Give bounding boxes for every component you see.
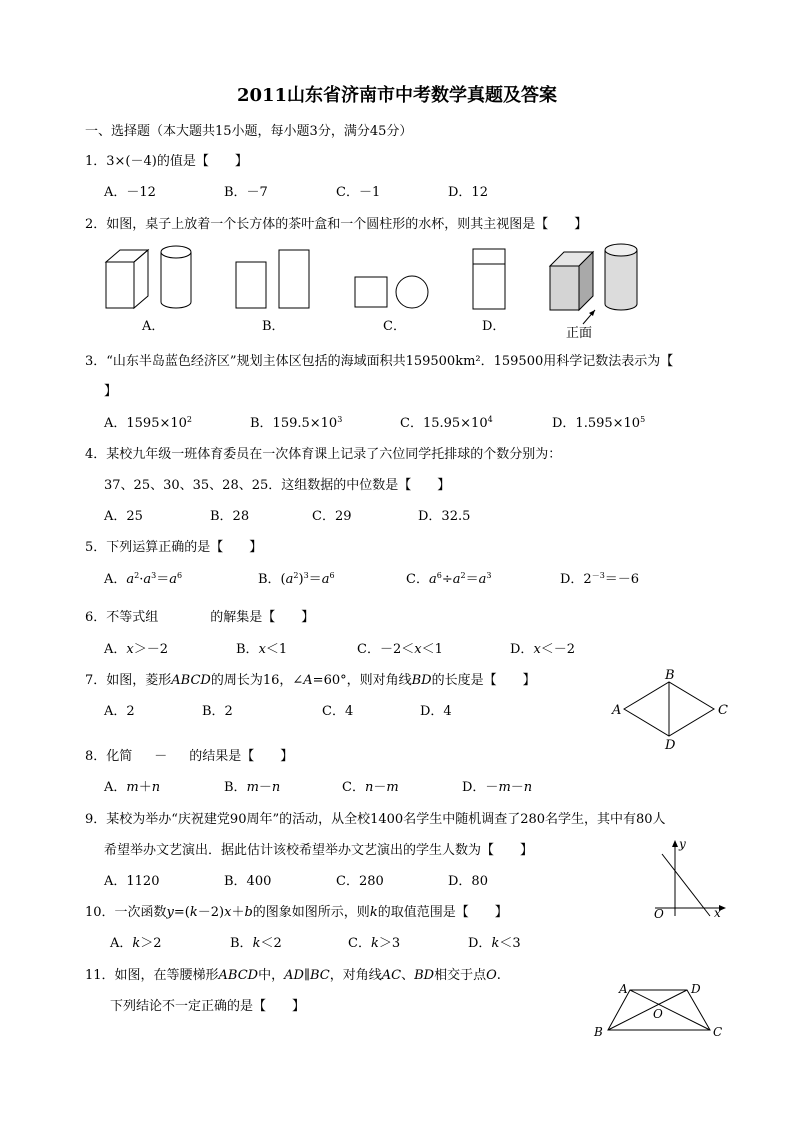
q11-stem: 11．如图，在等腰梯形ABCD中，AD∥BC，对角线AC、BD相交于点O. <box>85 968 501 983</box>
q8-stem: 8．化简 － 的结果是【 】 <box>85 749 294 764</box>
q6-option-d: D．x＜－2 <box>510 642 576 657</box>
q9-stem: 9．某校为举办“庆祝建党90周年”的活动，从全校1400名学生中随机调查了280名学生，其中有80人 <box>85 812 666 827</box>
q2-option-b-figure <box>230 245 320 315</box>
q2-option-c: C． <box>383 319 406 334</box>
q2-stem: 2．如图，桌子上放着一个长方体的茶叶盒和一个圆柱形的水杯，则其主视图是【 】 <box>85 217 588 232</box>
q3-stem: 3．“山东半岛蓝色经济区”规划主体区包括的海域面积共159500km²．159500用科学记数法表示为【 <box>85 354 674 369</box>
q9-option-a: A．1120 <box>104 874 160 889</box>
q2-option-a: A． <box>142 319 165 334</box>
q2-option-b: B． <box>262 319 285 334</box>
q4-option-d: D．32.5 <box>418 509 471 524</box>
q6-option-a: A．x＞－2 <box>104 642 169 657</box>
q9-stem-line2: 希望举办文艺演出．据此估计该校希望举办文艺演出的学生人数为【 】 <box>104 843 534 858</box>
q9-option-d: D．80 <box>448 874 488 889</box>
q3-option-d: D．$1.595\times 10^5$ <box>552 415 646 431</box>
q4-option-a: A．25 <box>104 509 143 524</box>
q7-stem: 7．如图，菱形ABCD的周长为16，∠A=60°，则对角线BD的长度是【 】 <box>85 673 536 688</box>
q4-stem-data: 37、25、30、35、28、25．这组数据的中位数是【 】 <box>104 478 451 493</box>
q1-option-b: B．－7 <box>224 185 268 200</box>
q5-stem: 5．下列运算正确的是【 】 <box>85 540 263 555</box>
q2-option-a-figure <box>100 238 200 318</box>
q7-rhombus-figure <box>610 668 735 753</box>
svg-text:A: A <box>612 703 622 718</box>
q10-option-a: A．k＞2 <box>110 936 162 951</box>
q2-option-d: D． <box>482 319 506 334</box>
q8-option-c: C．n－m <box>342 780 399 795</box>
q4-option-b: B．28 <box>210 509 250 524</box>
section-heading: 一、选择题（本大题共15小题，每小题3分，满分45分） <box>85 124 413 139</box>
q5-option-c: C．$a^6\div a^2=a^3$ <box>406 571 492 587</box>
q9-option-c: C．280 <box>336 874 384 889</box>
q6-stem: 6．不等式组 的解集是【 】 <box>85 610 315 625</box>
svg-text:x: x <box>714 906 721 920</box>
q11-trapezoid-figure <box>590 980 730 1042</box>
q6-option-c: C．－2＜x＜1 <box>357 642 443 657</box>
q1-option-d: D．12 <box>448 185 488 200</box>
q1-stem: 1．3×(－4)的值是【 】 <box>85 154 248 169</box>
q3-option-b: B．$159.5\times 10^3$ <box>250 415 343 431</box>
svg-text:A: A <box>619 982 628 996</box>
q10-option-b: B．k＜2 <box>230 936 282 951</box>
q2-front-label: 正面 <box>566 326 593 341</box>
q5-option-a: A．$a^2\cdot a^3=a^6$ <box>104 571 183 587</box>
q5-option-b: B．$(a^2)^3=a^6$ <box>258 571 335 587</box>
svg-text:y: y <box>679 837 686 851</box>
q2-option-d-figure <box>468 244 518 314</box>
svg-text:C: C <box>713 1025 723 1039</box>
q3-option-c: C．$15.95\times 10^4$ <box>400 415 493 431</box>
page-title: 2011山东省济南市中考数学真题及答案 <box>236 85 558 106</box>
svg-text:O: O <box>653 1007 663 1021</box>
svg-text:O: O <box>654 907 664 921</box>
q2-reference-figure <box>545 238 645 323</box>
q6-option-b: B．x＜1 <box>236 642 288 657</box>
svg-text:B: B <box>594 1025 603 1039</box>
q8-option-a: A．m＋n <box>104 780 161 795</box>
q9-option-b: B．400 <box>224 874 272 889</box>
q7-option-c: C．4 <box>322 704 354 719</box>
q10-option-c: C．k＞3 <box>348 936 401 951</box>
svg-text:B: B <box>665 668 675 683</box>
q8-option-b: B．m－n <box>224 780 281 795</box>
q10-option-d: D．k＜3 <box>468 936 521 951</box>
q5-option-d: D．$2^{-3}=-6$ <box>560 571 640 587</box>
q10-stem: 10．一次函数y=(k－2)x＋b的图象如图所示，则k的取值范围是【 】 <box>85 905 508 920</box>
q3-option-a: A．$1595\times 10^2$ <box>104 415 193 431</box>
q3-stem-bracket: 】 <box>104 384 118 399</box>
q10-graph-figure <box>650 838 730 920</box>
q1-option-c: C．－1 <box>336 185 381 200</box>
q2-option-c-figure <box>350 270 440 315</box>
svg-text:D: D <box>691 982 701 996</box>
q7-option-d: D．4 <box>420 704 452 719</box>
q11-stem-line2: 下列结论不一定正确的是【 】 <box>110 999 306 1014</box>
q4-stem: 4．某校九年级一班体育委员在一次体育课上记录了六位同学托排球的个数分别为： <box>85 447 562 462</box>
q7-option-a: A．2 <box>104 704 135 719</box>
q7-option-b: B．2 <box>202 704 233 719</box>
q1-option-a: A．－12 <box>104 185 156 200</box>
svg-text:D: D <box>665 738 676 753</box>
q8-option-d: D．－m－n <box>462 780 533 795</box>
svg-text:C: C <box>718 703 728 718</box>
q4-option-c: C．29 <box>312 509 352 524</box>
